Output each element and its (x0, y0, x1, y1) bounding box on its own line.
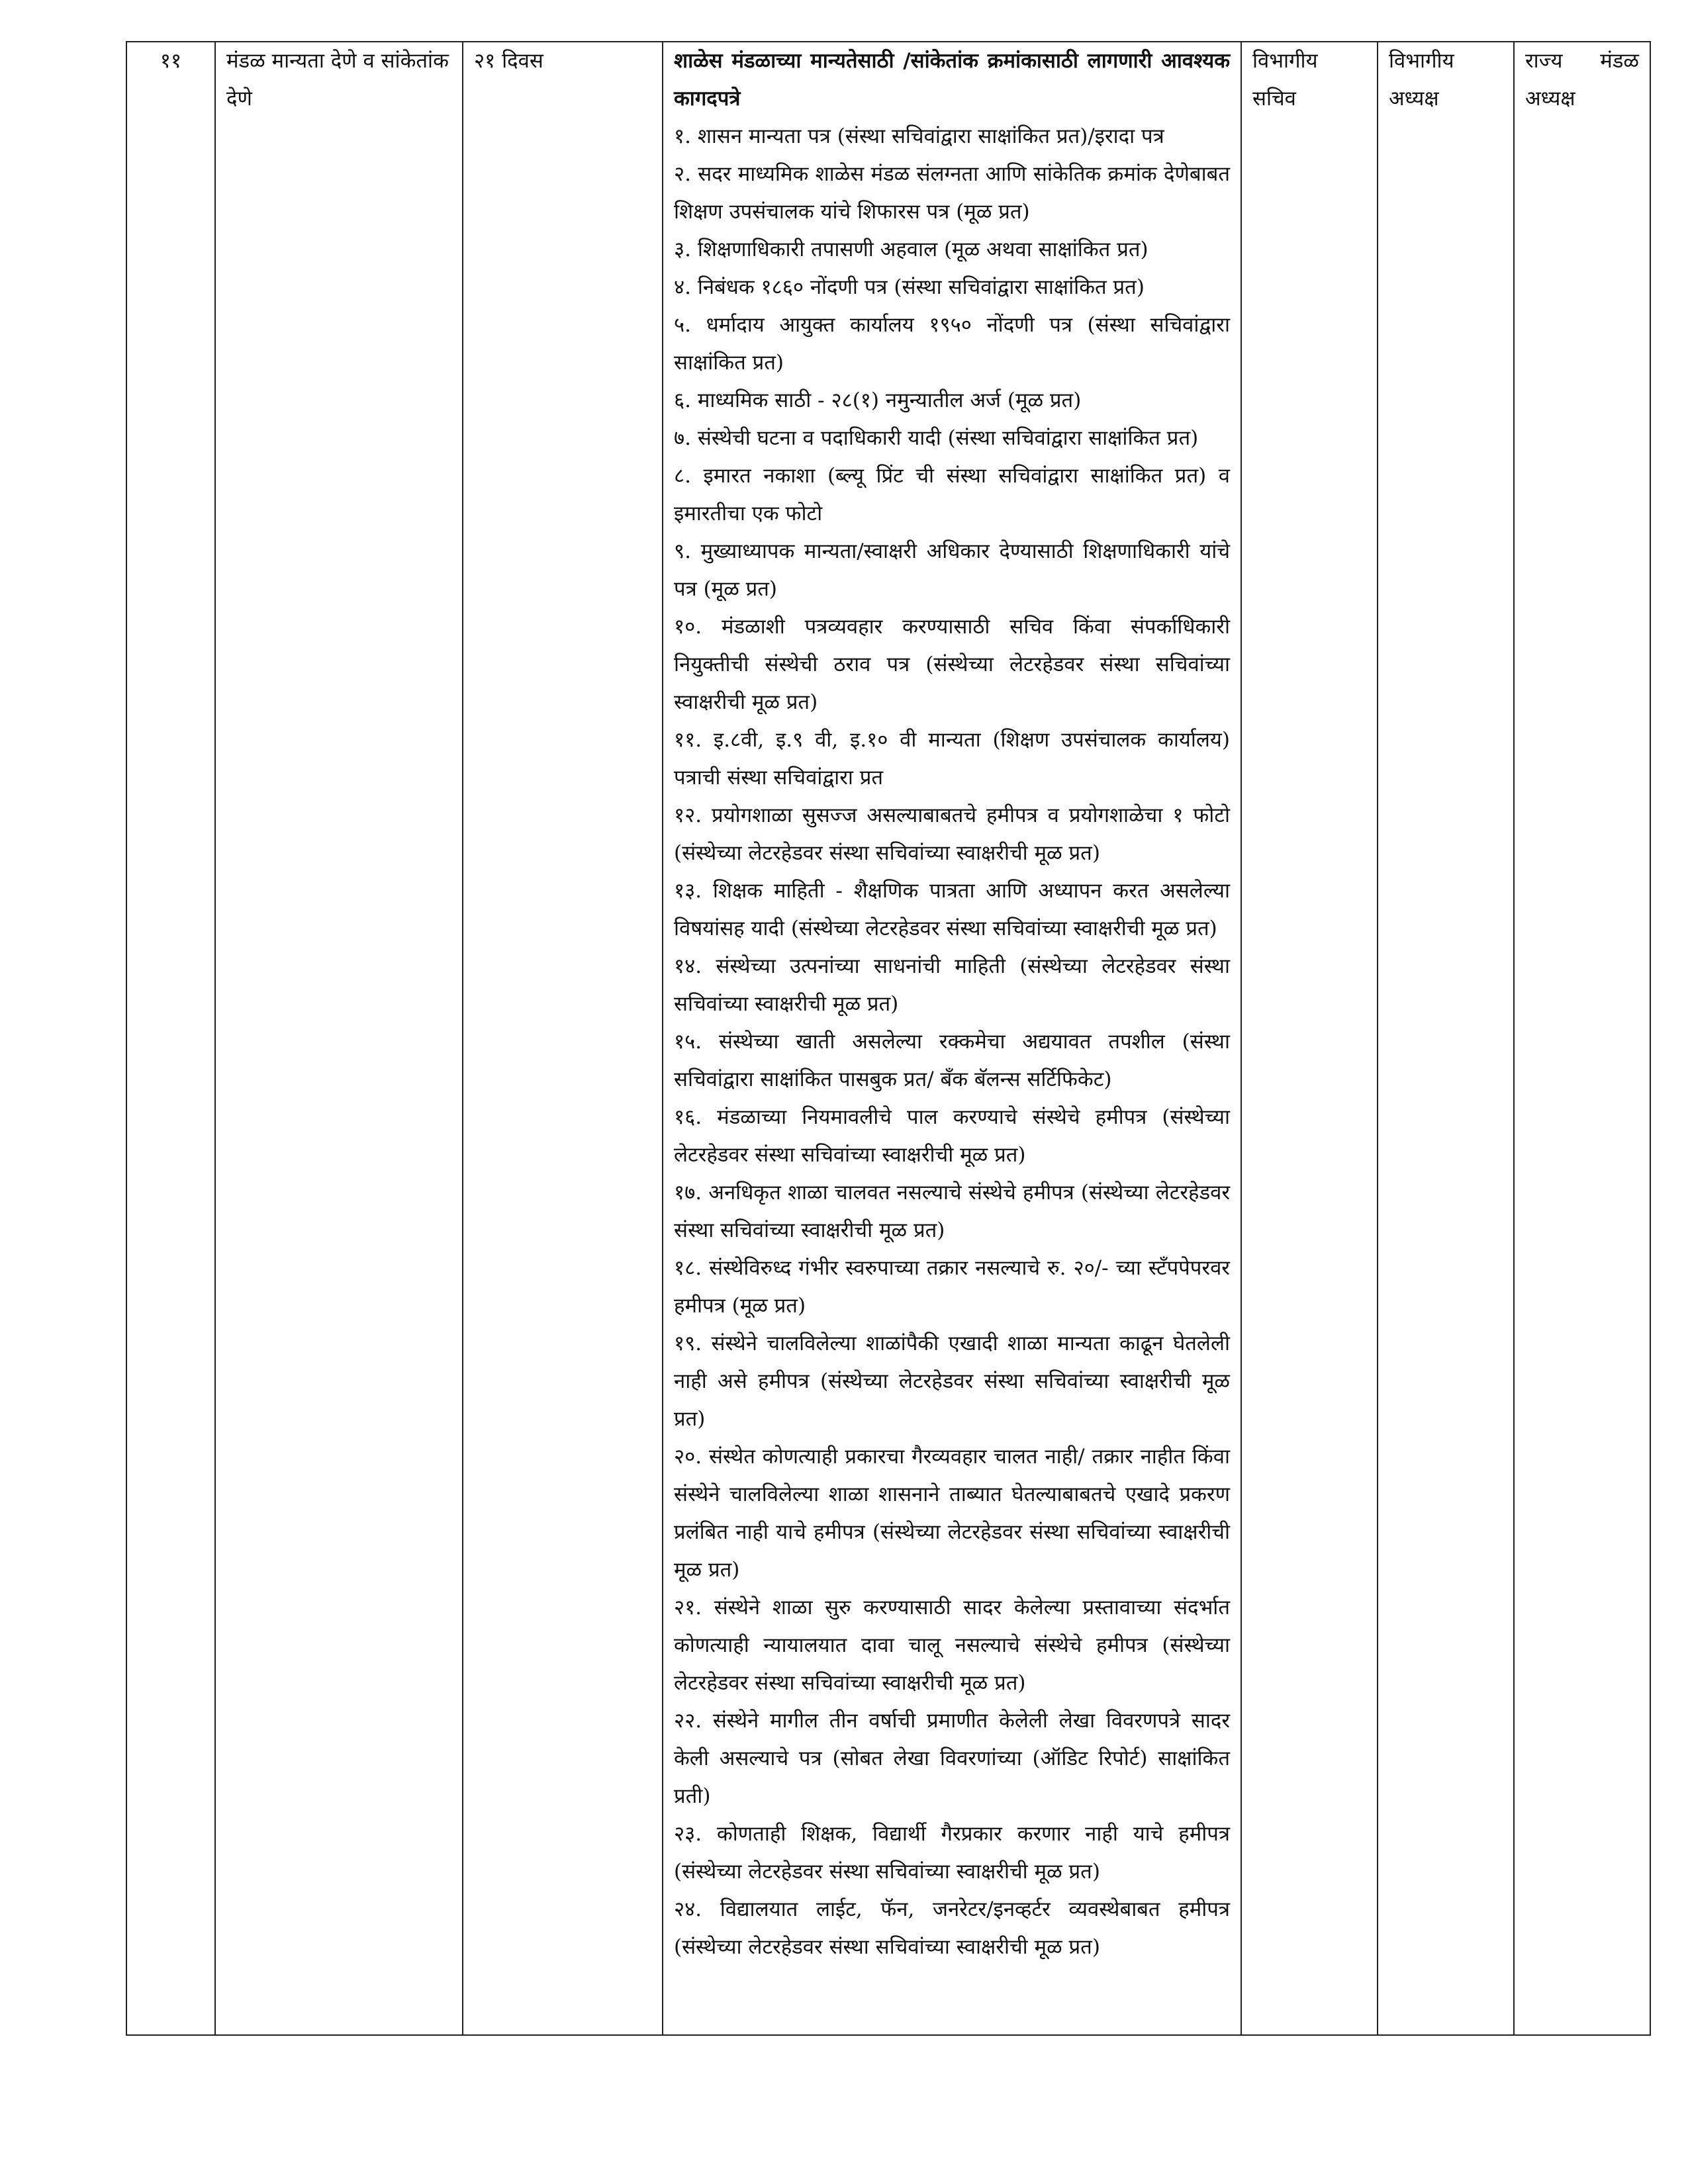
document-item: १९. संस्थेने चालविलेल्या शाळांपैकी एखादी शाळा मान्यता काढून घेतलेली नाही असे हमीपत्र (संस्थेच्या लेटरहेडवर संस्था सचिवांच्या स्वाक्षरीची मूळ प्रत) (674, 1332, 1230, 1431)
documents-heading: शाळेस मंडळाच्या मान्यतेसाठी /सांकेतांक क्रमांकासाठी लागणारी आवश्यक कागदपत्रे (674, 49, 1230, 111)
document-item: २. सदर माध्यमिक शाळेस मंडळ संलग्नता आणि सांकेतिक क्रमांक देणेबाबत शिक्षण उपसंचालक यांचे शिफारस पत्र (मूळ प्रत) (674, 162, 1230, 224)
row-number-cell (126, 42, 215, 2035)
document-item: ७. संस्थेची घटना व पदाधिकारी यादी (संस्था सचिवांद्वारा साक्षांकित प्रत) (674, 426, 1199, 450)
document-item: २४. विद्यालयात लाईट, फॅन, जनरेटर/इनव्हर्टर व्यवस्थेबाबत हमीपत्र (संस्थेच्या लेटरहेडवर संस्था सचिवांच्या स्वाक्षरीची मूळ प्रत) (674, 1897, 1230, 1959)
officer-2: विभागीय अध्यक्ष (1389, 49, 1454, 111)
document-item: १४. संस्थेच्या उत्पनांच्या साधनांची माहिती (संस्थेच्या लेटरहेडवर संस्था सचिवांच्या स्वाक्षरीची मूळ प्रत) (674, 954, 1230, 1016)
officer-3: राज्य मंडळ अध्यक्ष (1525, 49, 1639, 111)
document-item: ११. इ.८वी, इ.९ वी, इ.१० वी मान्यता (शिक्षण उपसंचालक कार्यालय) पत्राची संस्था सचिवांद्वारा प्रत (674, 728, 1230, 790)
officer-2-cell (1378, 42, 1514, 2035)
row-number: ११ (160, 49, 182, 73)
service-name: मंडळ मान्यता देणे व सांकेतांक देणे (226, 49, 449, 111)
document-item: ५. धर्मादाय आयुक्त कार्यालय १९५० नोंदणी पत्र (संस्था सचिवांद्वारा साक्षांकित प्रत) (674, 313, 1230, 375)
document-item: १३. शिक्षक माहिती - शैक्षणिक पात्रता आणि अध्यापन करत असलेल्या विषयांसह यादी (संस्थेच्या लेटरहेडवर संस्था सचिवांच्या स्वाक्षरीची मूळ प्रत) (674, 879, 1230, 940)
time-limit-cell (463, 42, 663, 2035)
officer-3-cell (1514, 42, 1650, 2035)
document-item: २३. कोणताही शिक्षक, विद्यार्थी गैरप्रकार करणार नाही याचे हमीपत्र (संस्थेच्या लेटरहेडवर संस्था सचिवांच्या स्वाक्षरीची मूळ प्रत) (674, 1822, 1230, 1884)
document-item: १७. अनधिकृत शाळा चालवत नसल्याचे संस्थेचे हमीपत्र (संस्थेच्या लेटरहेडवर संस्था सचिवांच्या स्वाक्षरीची मूळ प्रत) (674, 1181, 1230, 1242)
document-item: १६. मंडळाच्या नियमावलीचे पाल करण्याचे संस्थेचे हमीपत्र (संस्थेच्या लेटरहेडवर संस्था सचिवांच्या स्वाक्षरीची मूळ प्रत) (674, 1105, 1230, 1167)
document-item: २०. संस्थेत कोणत्याही प्रकारचा गैरव्यवहार चालत नाही/ तक्रार नाहीत किंवा संस्थेने चालविलेल्या शाळा शासनाने ताब्यात घेतल्याबाबतचे एखादे प्रकरण प्रलंबित नाही याचे हमीपत्र (संस्थेच्या लेटरहेडवर संस्था सचिवांच्या स्वाक्षरीची मूळ प्रत) (674, 1445, 1230, 1582)
document-item: १२. प्रयोगशाळा सुसज्ज असल्याबाबतचे हमीपत्र व प्रयोगशाळेचा १ फोटो (संस्थेच्या लेटरहेडवर संस्था सचिवांच्या स्वाक्षरीची मूळ प्रत) (674, 803, 1230, 865)
document-item: १८. संस्थेविरुध्द गंभीर स्वरुपाच्या तक्रार नसल्याचे रु. २०/- च्या स्टँपपेपरवर हमीपत्र (मूळ प्रत) (674, 1256, 1230, 1318)
document-item: ९. मुख्याध्यापक मान्यता/स्वाक्षरी अधिकार देण्यासाठी शिक्षणाधिकारी यांचे पत्र (मूळ प्रत) (674, 539, 1230, 601)
table-row (126, 42, 1650, 2035)
document-item: ६. माध्यमिक साठी - २८(१) नमुन्यातील अर्ज (मूळ प्रत) (674, 388, 1082, 412)
document-item: १५. संस्थेच्या खाती असलेल्या रक्कमेचा अद्ययावत तपशील (संस्था सचिवांद्वारा साक्षांकित पासबुक प्रत/ बँक बॅलन्स सर्टिफिकेट) (674, 1030, 1230, 1091)
document-item: २१. संस्थेने शाळा सुरु करण्यासाठी सादर केलेल्या प्रस्तावाच्या संदर्भात कोणत्याही न्यायालयात दावा चालू नसल्याचे संस्थेचे हमीपत्र (संस्थेच्या लेटरहेडवर संस्था सचिवांच्या स्वाक्षरीची मूळ प्रत) (674, 1596, 1230, 1695)
officer-1-cell (1241, 42, 1378, 2035)
service-table (126, 41, 1651, 2036)
document-item: १. शासन मान्यता पत्र (संस्था सचिवांद्वारा साक्षांकित प्रत)/इरादा पत्र (674, 124, 1164, 148)
document-item: ८. इमारत नकाशा (ब्ल्यू प्रिंट ची संस्था सचिवांद्वारा साक्षांकित प्रत) व इमारतीचा एक फोटो (674, 464, 1230, 525)
service-cell (215, 42, 463, 2035)
time-limit: २१ दिवस (474, 49, 543, 73)
document-item: ४. निबंधक १८६० नोंदणी पत्र (संस्था सचिवांद्वारा साक्षांकित प्रत) (674, 275, 1145, 299)
document-item: ३. शिक्षणाधिकारी तपासणी अहवाल (मूळ अथवा साक्षांकित प्रत) (674, 238, 1149, 261)
officer-1: विभागीय सचिव (1252, 49, 1318, 111)
documents-list (674, 118, 1230, 1966)
document-item: १०. मंडळाशी पत्रव्यवहार करण्यासाठी सचिव किंवा संपर्काधिकारी नियुक्तीची संस्थेची ठराव पत्र (संस्थेच्या लेटरहेडवर संस्था सचिवांच्या स्वाक्षरीची मूळ प्रत) (674, 615, 1230, 714)
documents-cell (663, 42, 1241, 2035)
document-item: २२. संस्थेने मागील तीन वर्षाची प्रमाणीत केलेली लेखा विवरणपत्रे सादर केली असल्याचे पत्र (सोबत लेखा विवरणांच्या (ऑडिट रिपोर्ट) साक्षांकित प्रती) (674, 1709, 1230, 1808)
